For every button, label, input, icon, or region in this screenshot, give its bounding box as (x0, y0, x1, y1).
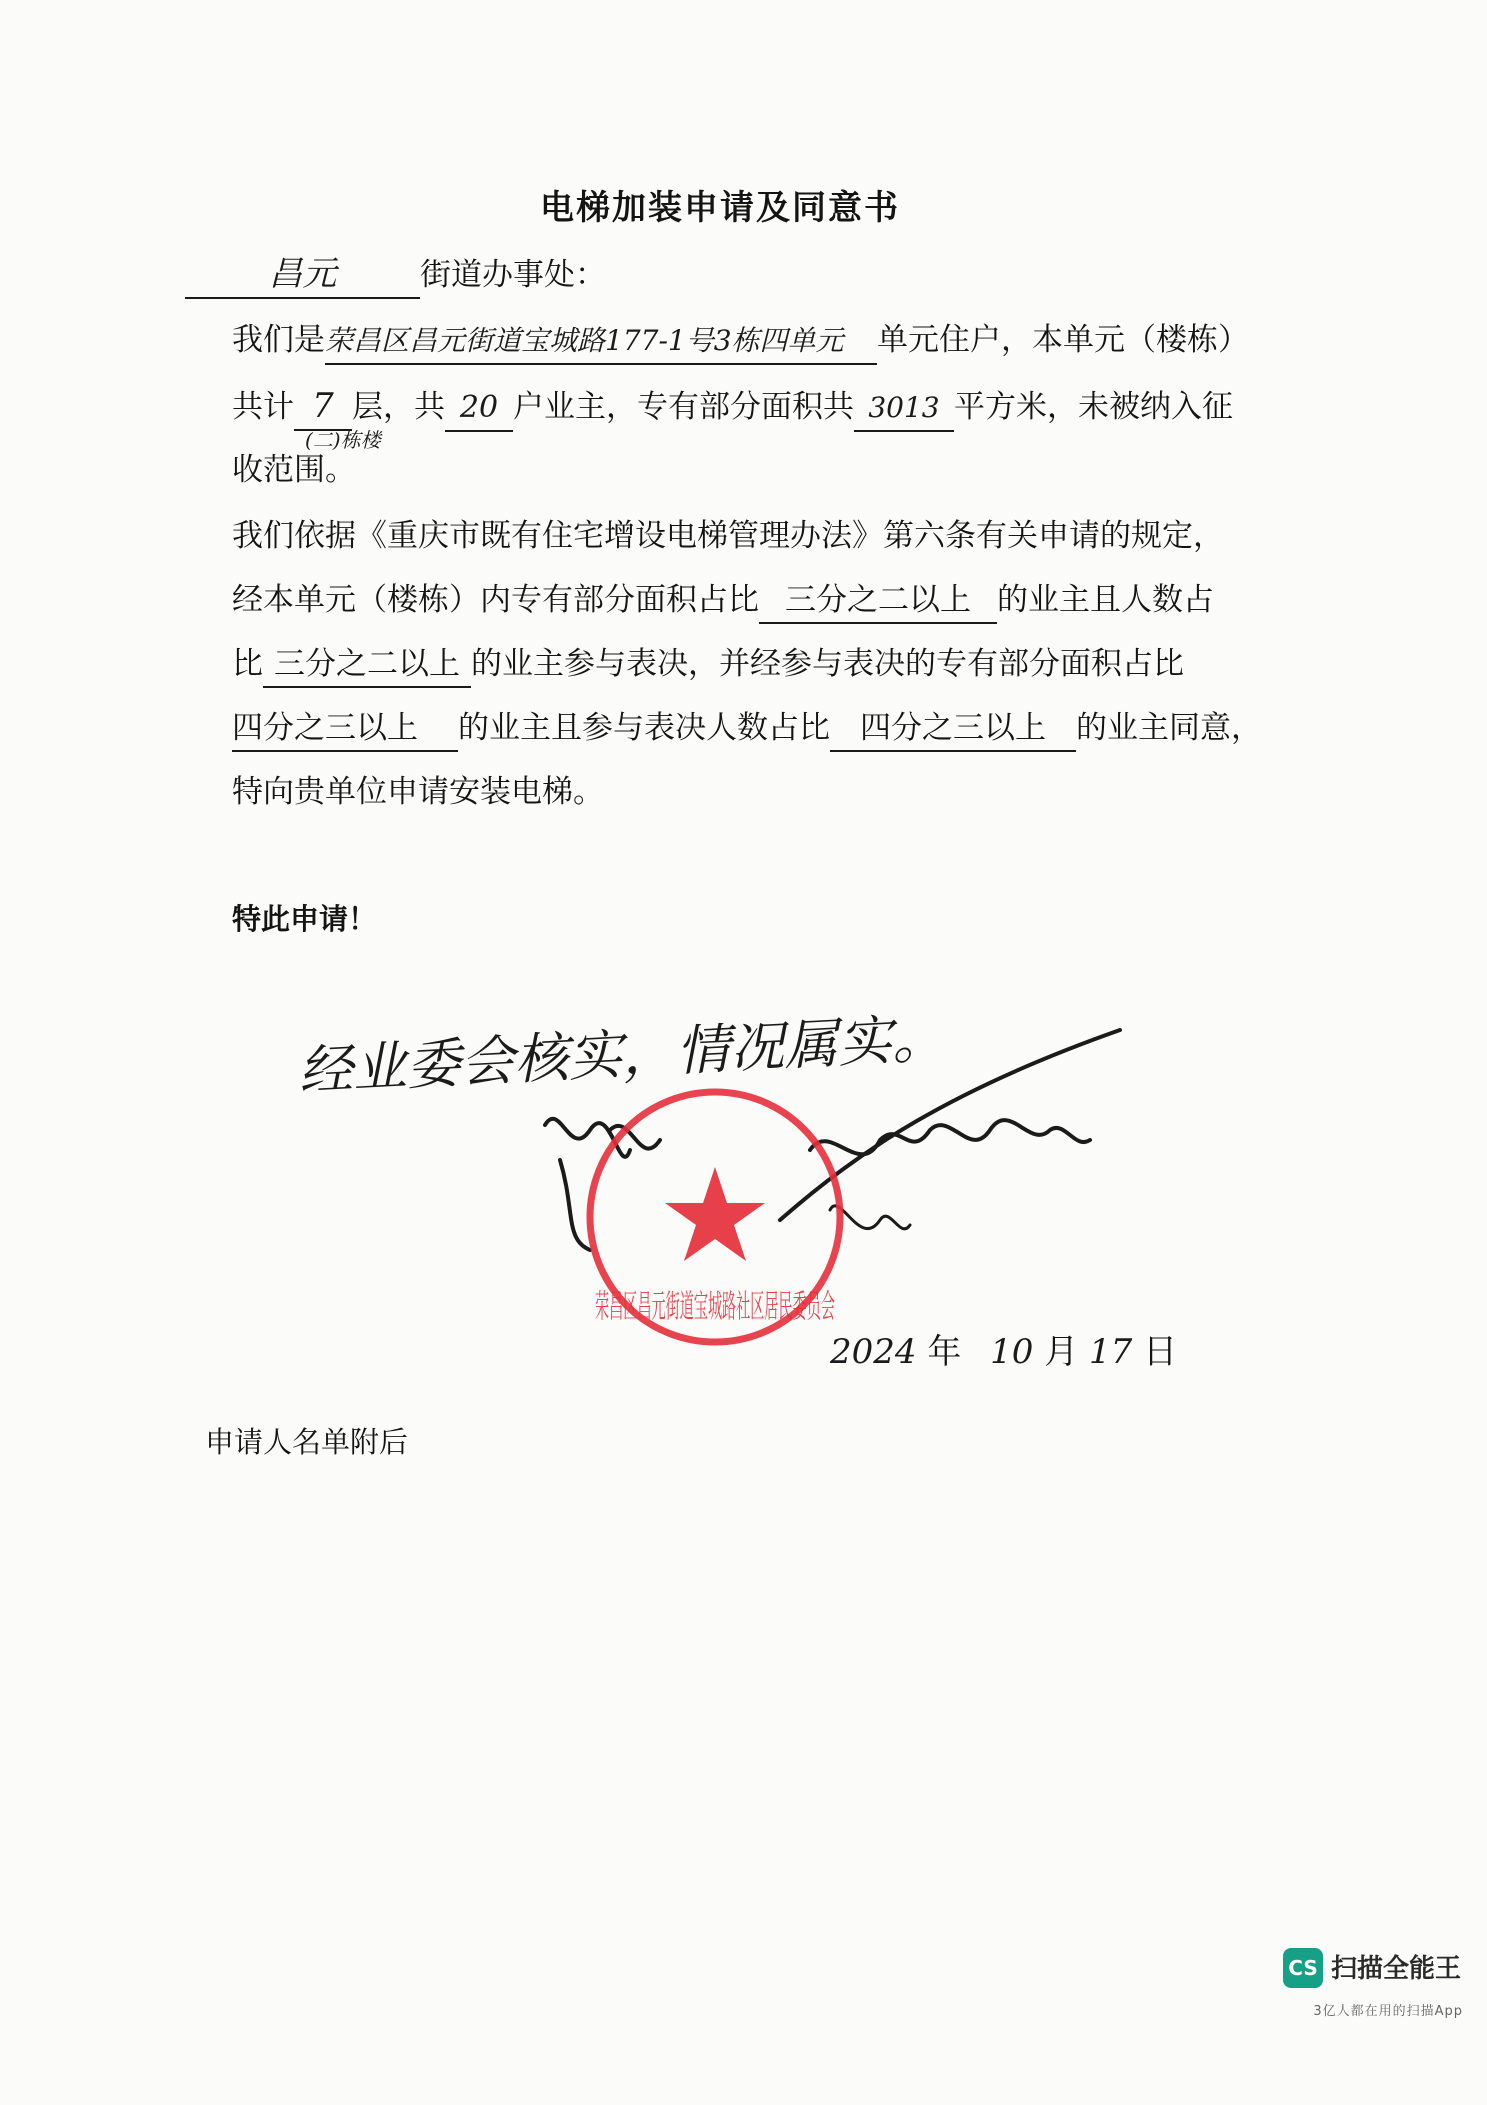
scanner-logo (1283, 1944, 1463, 1994)
address-blank (325, 318, 877, 365)
seal-text: 荣昌区昌元街道宝城路社区居民委员会 (595, 1287, 835, 1325)
para2-line4-mid: 的业主且参与表决人数占比 (458, 710, 830, 746)
area-handwritten: 3013 (868, 391, 940, 424)
date-year-label: 年 (927, 1332, 962, 1372)
para2-line3-suffix: 的业主参与表决，并经参与表决的专有部分面积占比 (471, 646, 1184, 682)
scanner-app-name: 扫描全能王 (1331, 1954, 1462, 1984)
date-year-handwritten: 2024 (830, 1332, 917, 1372)
ratio2-blank (263, 642, 471, 688)
scanner-badge-icon: CS (1283, 1948, 1323, 1988)
area-blank (854, 385, 954, 432)
para2-line5-text: 特向贵单位申请安装电梯。 (232, 774, 604, 810)
date-month-label: 月 (1044, 1332, 1079, 1372)
salutation-line (185, 252, 606, 299)
para2-line4-suffix: 的业主同意， (1076, 710, 1262, 746)
document-title: 电梯加装申请及同意书 (540, 188, 900, 228)
ratio3-text: 四分之三以上 (232, 710, 418, 746)
ratio4-blank (830, 706, 1076, 752)
para1-line3 (232, 448, 356, 492)
para1-line1 (232, 318, 1249, 365)
para2-line3 (232, 642, 1184, 688)
area-label: 平方米，未被纳入征 (954, 389, 1233, 425)
ratio2-text: 三分之二以上 (274, 646, 460, 682)
date-line (830, 1330, 1177, 1374)
ratio3-blank (232, 706, 458, 752)
closing-text: 特此申请！ (232, 902, 378, 936)
para2-line3-prefix: 比 (232, 646, 263, 682)
owners-label: 户业主，专有部分面积共 (513, 389, 854, 425)
ratio4-text: 四分之三以上 (860, 710, 1046, 746)
attachment-note: 申请人名单附后 (205, 1425, 409, 1459)
salutation-suffix: 街道办事处： (420, 257, 606, 293)
floors-label: 层，共 (352, 389, 445, 425)
total-prefix: 共计 (232, 389, 294, 425)
unit-suffix: 单元住户，本单元（楼栋） (877, 322, 1249, 358)
para2-line1-text: 我们依据《重庆市既有住宅增设电梯管理办法》第六条有关申请的规定， (232, 518, 1224, 554)
street-handwritten: 昌元 (268, 254, 337, 294)
para2-line2-prefix: 经本单元（楼栋）内专有部分面积占比 (232, 582, 759, 618)
para2-line2-suffix: 的业主且人数占 (997, 582, 1214, 618)
floors-handwritten: 7 (312, 386, 334, 426)
para2-line1 (232, 514, 1224, 558)
para2-line2 (232, 578, 1214, 624)
date-day-label: 日 (1143, 1332, 1178, 1372)
street-blank (185, 252, 420, 299)
ratio1-text: 三分之二以上 (785, 582, 971, 618)
date-day-handwritten: 17 (1089, 1332, 1133, 1372)
official-seal (565, 1085, 865, 1350)
scanner-tagline: 3亿人都在用的扫描App (1313, 2004, 1463, 2019)
ratio1-blank (759, 578, 997, 624)
date-month-handwritten: 10 (990, 1332, 1034, 1372)
para1-line2 (232, 384, 1233, 432)
owners-blank (445, 385, 513, 432)
para2-line4 (232, 706, 1262, 752)
para1-prefix: 我们是 (232, 322, 325, 358)
owners-handwritten: 20 (459, 390, 499, 425)
floors-note-handwritten: (二)栋楼 (305, 428, 381, 452)
address-handwritten: 荣昌区昌元街道宝城路177-1号3栋四单元 (325, 324, 844, 357)
para1-end: 收范围。 (232, 452, 356, 488)
handwritten-verification-note: 经业委会核实，情况属实。 (297, 1006, 948, 1103)
para2-line5 (232, 770, 604, 814)
